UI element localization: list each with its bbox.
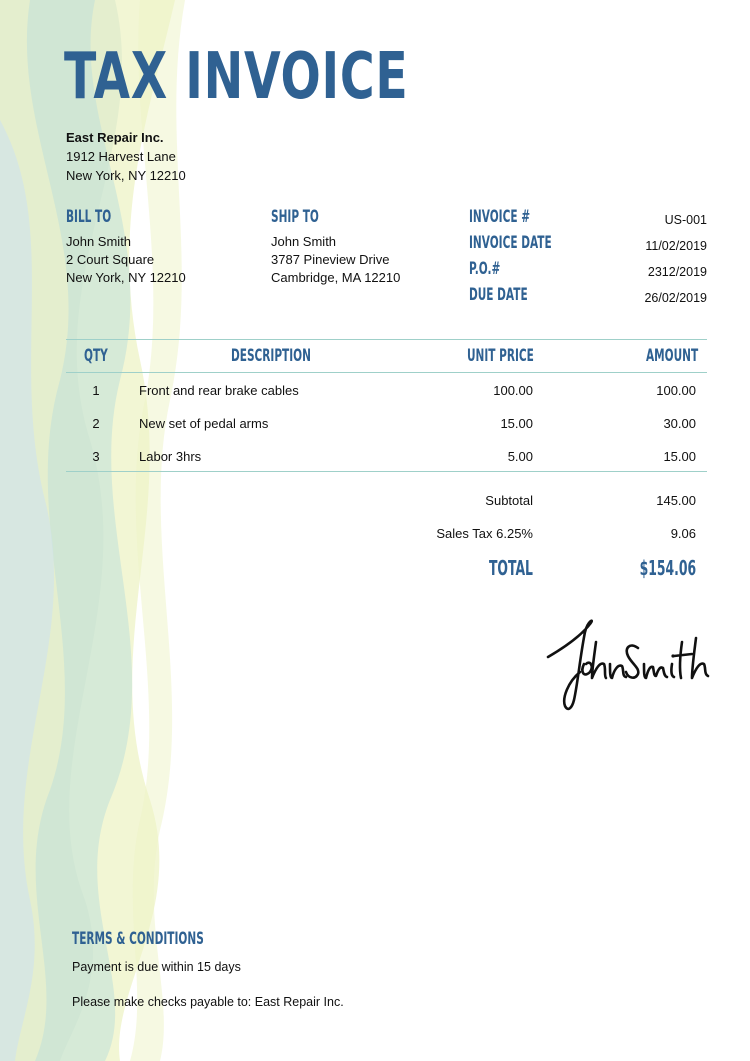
total-label: TOTAL: [488, 556, 533, 580]
ship-to-address-line2: Cambridge, MA 12210: [271, 270, 401, 285]
table-header-rule: [66, 372, 707, 373]
header-amount: AMOUNT: [646, 346, 699, 366]
due-date-value: 26/02/2019: [644, 291, 707, 305]
company-name: East Repair Inc.: [66, 130, 164, 145]
header-qty: QTY: [84, 346, 108, 366]
row-description: Labor 3hrs: [139, 449, 202, 464]
terms-heading: TERMS & CONDITIONS: [72, 929, 204, 949]
ship-to-heading: SHIP TO: [271, 207, 319, 227]
row-amount: 30.00: [663, 416, 696, 431]
bill-to-name: John Smith: [66, 234, 132, 249]
row-qty: 1: [92, 383, 100, 398]
row-qty: 2: [92, 416, 100, 431]
bill-to-block: [66, 233, 186, 287]
total-value: $154.06: [639, 556, 696, 580]
table-bottom-rule: [66, 471, 707, 472]
sales-tax-label: Sales Tax 6.25%: [436, 526, 533, 541]
document-title: TAX INVOICE: [64, 40, 409, 114]
invoice-number-value: US-001: [664, 213, 707, 227]
po-number-label: P.O.#: [469, 259, 501, 279]
row-qty: 3: [92, 449, 100, 464]
row-amount: 100.00: [656, 383, 696, 398]
ship-to-address-line1: 3787 Pineview Drive: [271, 252, 390, 267]
signature-image: [540, 612, 715, 717]
invoice-number-label: INVOICE #: [469, 207, 531, 227]
company-block: [66, 128, 186, 185]
due-date-label: DUE DATE: [469, 285, 528, 305]
row-unit-price: 5.00: [507, 449, 533, 464]
row-description: Front and rear brake cables: [139, 383, 299, 398]
row-amount: 15.00: [663, 449, 696, 464]
bill-to-address-line1: 2 Court Square: [66, 252, 155, 267]
invoice-date-value: 11/02/2019: [645, 239, 707, 253]
subtotal-label: Subtotal: [485, 493, 533, 508]
row-description: New set of pedal arms: [139, 416, 269, 431]
po-number-value: 2312/2019: [647, 265, 707, 279]
header-unit-price: UNIT PRICE: [467, 346, 534, 366]
header-description: DESCRIPTION: [231, 346, 311, 366]
subtotal-value: 145.00: [656, 493, 696, 508]
bill-to-address-line2: New York, NY 12210: [66, 270, 186, 285]
ship-to-block: [271, 233, 400, 287]
row-unit-price: 100.00: [493, 383, 533, 398]
terms-line-1: Payment is due within 15 days: [72, 960, 241, 974]
table-top-rule: [66, 339, 707, 340]
company-address-line1: 1912 Harvest Lane: [66, 149, 176, 164]
sales-tax-value: 9.06: [670, 526, 696, 541]
row-unit-price: 15.00: [500, 416, 533, 431]
ship-to-name: John Smith: [271, 234, 337, 249]
company-address-line2: New York, NY 12210: [66, 168, 186, 183]
bill-to-heading: BILL TO: [66, 207, 112, 227]
invoice-date-label: INVOICE DATE: [469, 233, 552, 253]
terms-line-2: Please make checks payable to: East Repair Inc.: [72, 995, 344, 1009]
